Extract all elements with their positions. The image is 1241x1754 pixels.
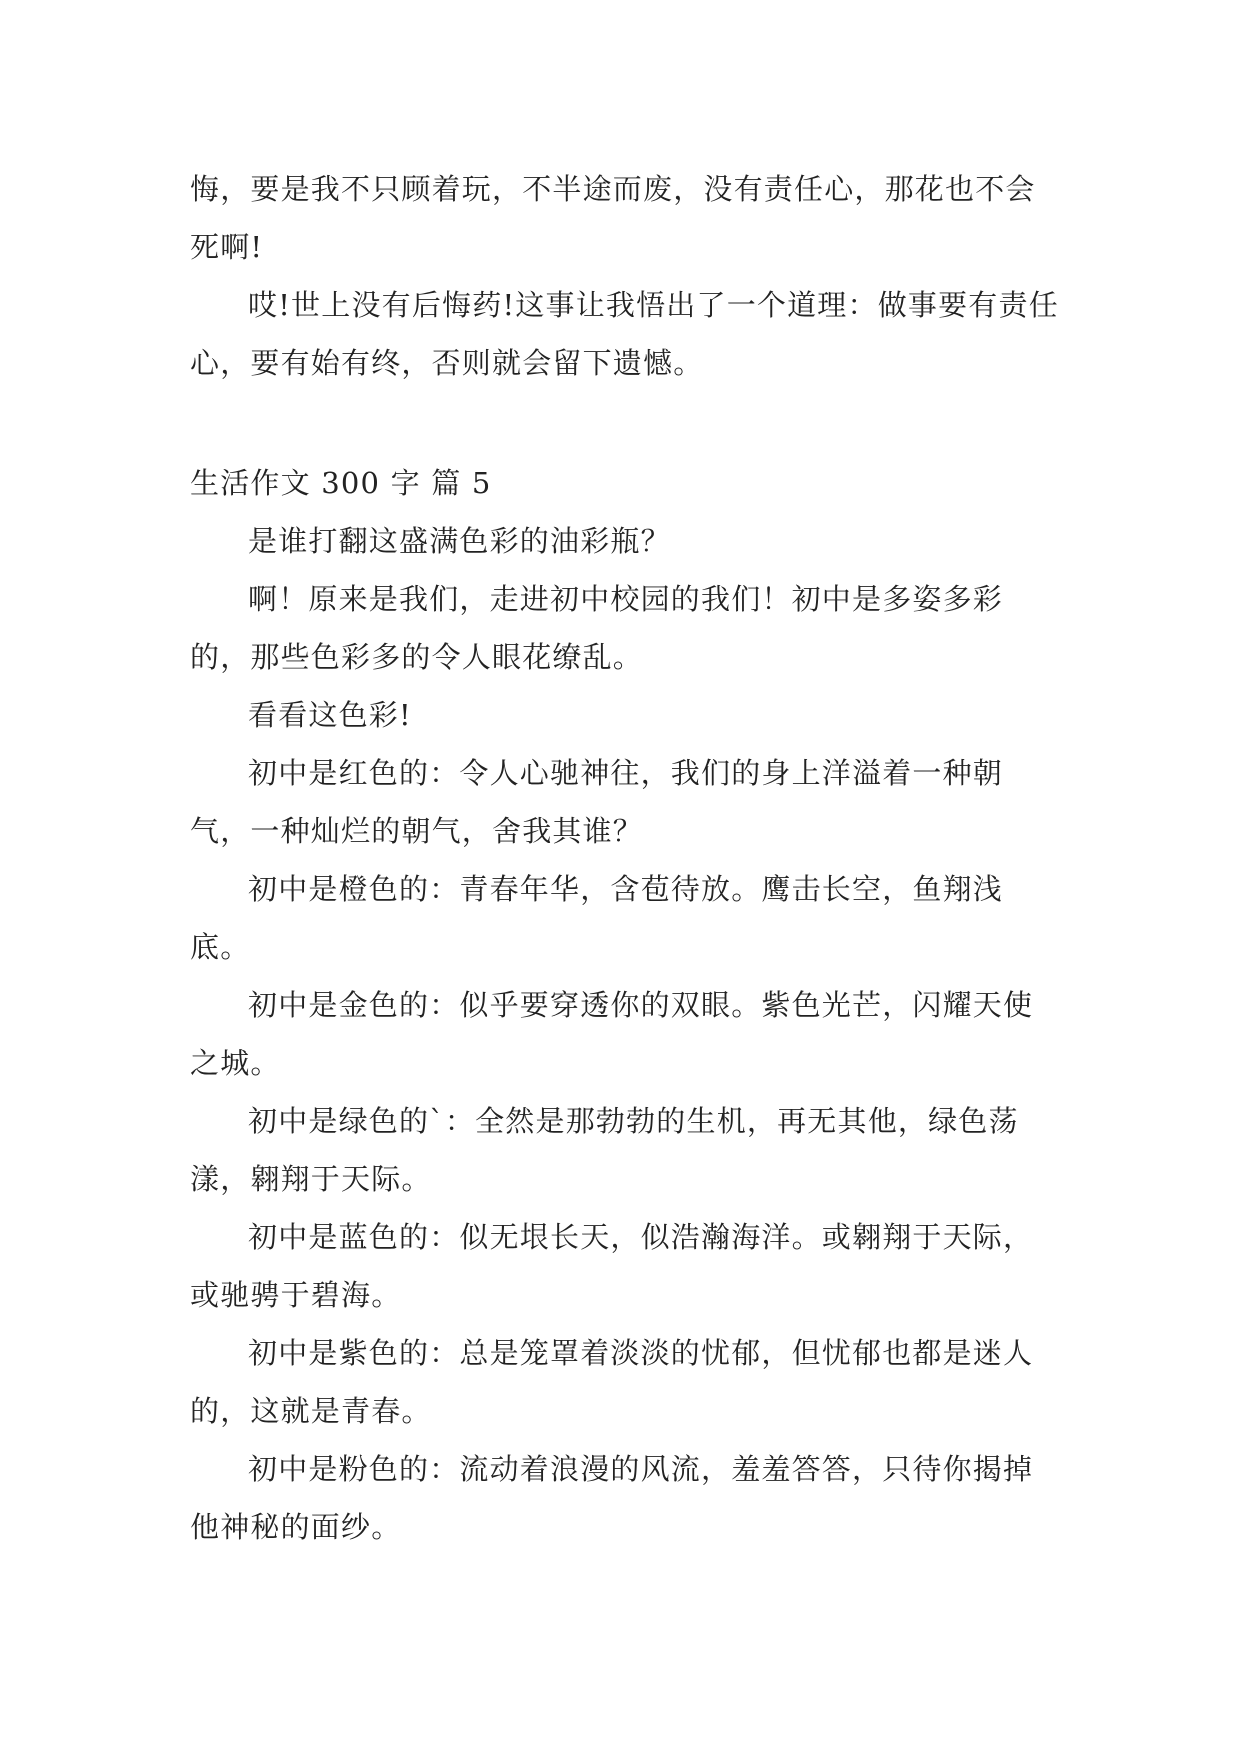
paragraph: 初中是金色的：似乎要穿透你的双眼。紫色光芒，闪耀天使之城。 — [190, 988, 1034, 1080]
paragraph-continuation: 悔，要是我不只顾着玩，不半途而废，没有责任心，那花也不会死啊! — [190, 172, 1036, 264]
paragraph: 初中是粉色的：流动着浪漫的风流，羞羞答答，只待你揭掉他神秘的面纱。 — [190, 1452, 1034, 1544]
paragraph: 看看这色彩! — [248, 698, 412, 732]
section-heading: 生活作文 300 字 篇 5 — [190, 466, 492, 500]
paragraph: 初中是橙色的：青春年华，含苞待放。鹰击长空，鱼翔浅底。 — [190, 872, 1004, 964]
paragraph: 啊！原来是我们，走进初中校园的我们！初中是多姿多彩的，那些色彩多的令人眼花缭乱。 — [190, 582, 1004, 674]
paragraph: 初中是绿色的`：全然是那勃勃的生机，再无其他，绿色荡漾，翱翔于天际。 — [190, 1104, 1019, 1196]
document-body — [190, 160, 1060, 1556]
paragraph: 是谁打翻这盛满色彩的油彩瓶？ — [248, 524, 671, 558]
paragraph: 初中是蓝色的：似无垠长天，似浩瀚海洋。或翱翔于天际，或驰骋于碧海。 — [190, 1220, 1034, 1312]
paragraph: 初中是红色的：令人心驰神往，我们的身上洋溢着一种朝气，一种灿烂的朝气，舍我其谁？ — [190, 756, 1004, 848]
paragraph: 初中是紫色的：总是笼罩着淡淡的忧郁，但忧郁也都是迷人的，这就是青春。 — [190, 1336, 1034, 1428]
paragraph: 哎!世上没有后悔药!这事让我悟出了一个道理：做事要有责任心，要有始有终，否则就会留下遗憾。 — [190, 288, 1059, 380]
